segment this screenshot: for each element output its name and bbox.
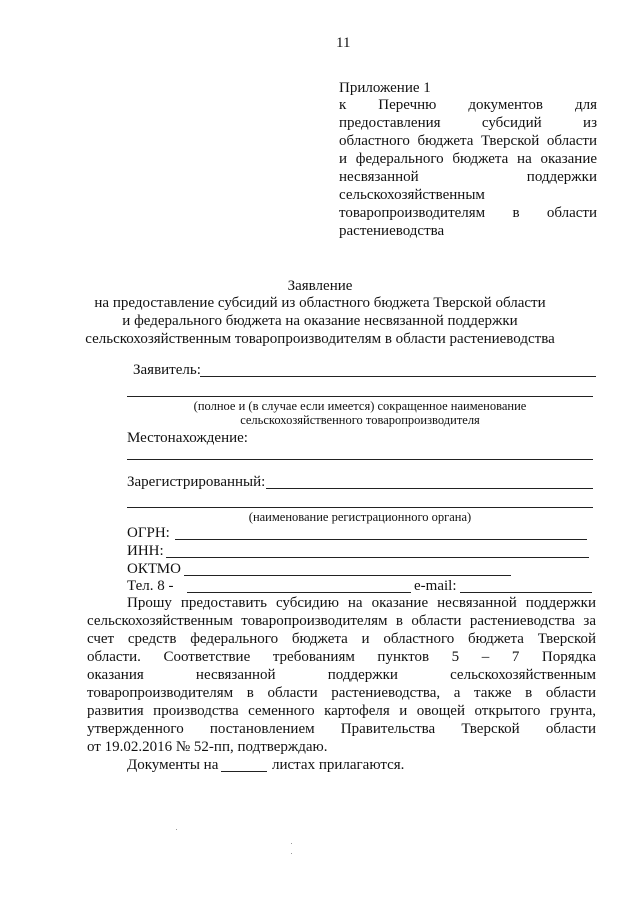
page-number: 11 (336, 35, 351, 51)
body-line: области. Соответствие требованиям пунктов 5 – 7 Порядка (87, 649, 596, 665)
attachments-prefix: Документы на (127, 757, 219, 773)
registered-field[interactable] (266, 488, 593, 489)
scan-speck (291, 843, 292, 844)
document-title: Заявление (287, 278, 353, 294)
appendix-line: сельскохозяйственным (339, 187, 485, 203)
inn-field[interactable] (166, 557, 589, 558)
location-field[interactable] (127, 459, 593, 460)
heading-line: сельскохозяйственным товаропроизводителям в области растениеводства (85, 331, 555, 347)
body-line: сельскохозяйственным товаропроизводителям в области растениеводства за (87, 613, 596, 629)
location-label: Местонахождение: (127, 430, 248, 446)
registered-field-continued[interactable] (127, 507, 593, 508)
inn-label: ИНН: (127, 543, 164, 559)
appendix-line: и федерального бюджета на оказание (339, 151, 597, 167)
appendix-line: растениеводства (339, 223, 445, 239)
phone-label: Тел. 8 - (127, 578, 174, 594)
email-field[interactable] (460, 592, 592, 593)
attachments-suffix: листах прилагаются. (272, 757, 405, 773)
appendix-line: предоставления субсидий из (339, 115, 597, 131)
attachments-count-field[interactable] (221, 771, 267, 772)
heading-line: и федерального бюджета на оказание несвязанной поддержки (122, 313, 518, 329)
body-line: от 19.02.2016 № 52-пп, подтверждаю. (87, 739, 328, 755)
applicant-field[interactable] (200, 376, 596, 377)
applicant-label: Заявитель: (133, 362, 201, 378)
applicant-hint: (полное и (в случае если имеется) сокращенное наименование (193, 399, 527, 413)
body-line: счет средств федерального бюджета и областного бюджета Тверской (87, 631, 596, 647)
ogrn-label: ОГРН: (127, 525, 170, 541)
heading-line: на предоставление субсидий из областного бюджета Тверской области (94, 295, 546, 311)
registered-hint: (наименование регистрационного органа) (248, 510, 472, 524)
ogrn-field[interactable] (175, 539, 587, 540)
body-line: Прошу предоставить субсидию на оказание несвязанной поддержки (127, 595, 596, 611)
body-line: оказания несвязанной поддержки сельскохозяйственным (87, 667, 596, 683)
scan-speck (291, 853, 292, 854)
appendix-line: несвязанной поддержки (339, 169, 597, 185)
phone-field[interactable] (187, 592, 411, 593)
appendix-line: областного бюджета Тверской области (339, 133, 597, 149)
oktmo-field[interactable] (184, 575, 511, 576)
appendix-line: к Перечню документов для (339, 97, 597, 113)
appendix-line: товаропроизводителям в области (339, 205, 597, 221)
registered-label: Зарегистрированный: (127, 474, 266, 490)
applicant-field-continued[interactable] (127, 396, 593, 397)
email-label: e-mail: (414, 578, 457, 594)
applicant-hint: сельскохозяйственного товаропроизводителя (240, 413, 480, 427)
body-line: утвержденного постановлением Правительства Тверской области (87, 721, 596, 737)
appendix-title: Приложение 1 (339, 80, 431, 96)
body-line: развития производства семенного картофеля и овощей открытого грунта, (87, 703, 596, 719)
oktmo-label: ОКТМО (127, 561, 181, 577)
scan-speck (176, 829, 177, 830)
body-line: товаропроизводителям в области растениеводства, а также в области (87, 685, 596, 701)
